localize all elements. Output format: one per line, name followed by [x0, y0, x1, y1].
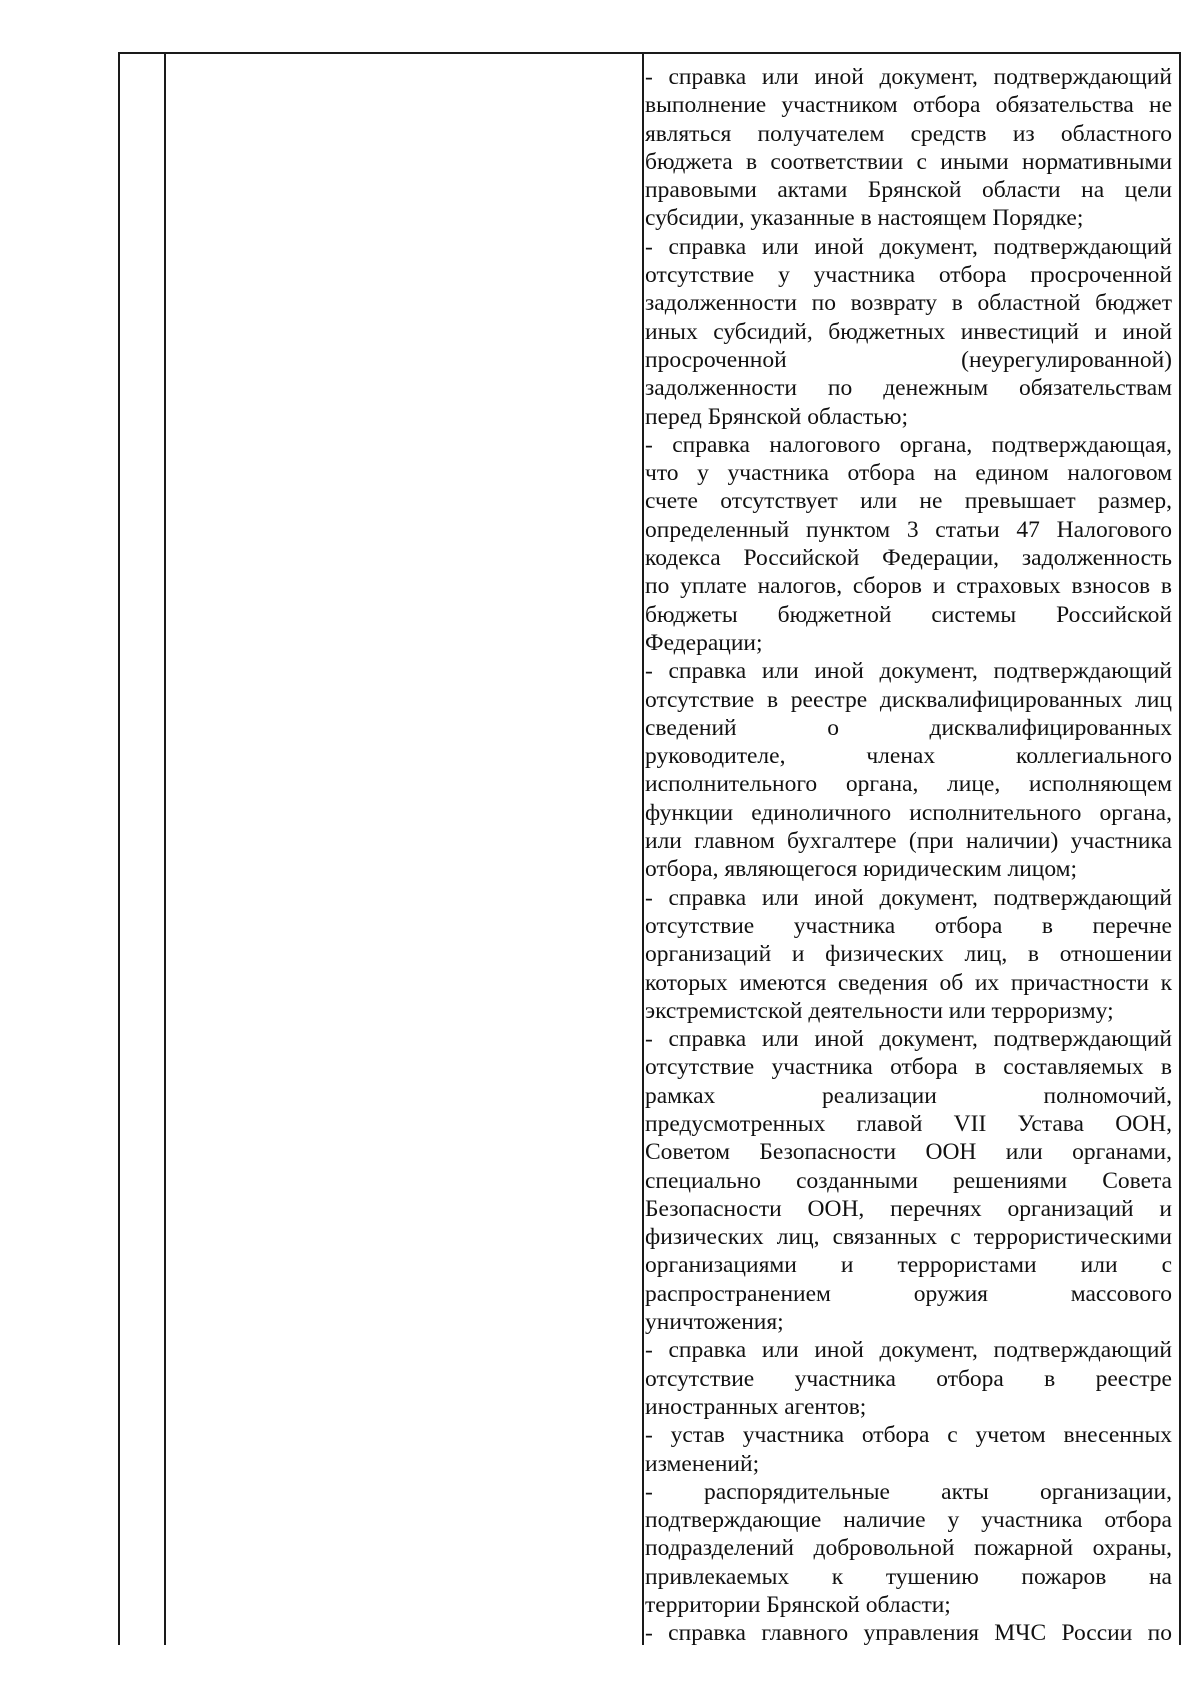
text-line: - справка или иной документ, подтверждающий	[645, 64, 1172, 90]
text-line: организаций и физических лиц, в отношении	[645, 941, 1172, 968]
text-line: организациями и террористами или с	[645, 1252, 1172, 1279]
text-line: отсутствие участника отбора в реестре	[645, 1365, 1172, 1392]
text-line: - справка или иной документ, подтверждающий	[645, 884, 1172, 911]
text-line: просроченной (неурегулированной)	[645, 346, 1172, 373]
text-line: изменений;	[645, 1450, 760, 1477]
text-line: перед Брянской областью;	[645, 403, 908, 430]
text-line: распространением оружия массового	[645, 1280, 1172, 1307]
text-line: рамках реализации полномочий,	[645, 1082, 1172, 1109]
text-line: являться получателем средств из областного	[645, 120, 1172, 147]
text-line: отсутствие участника отбора в перечне	[645, 912, 1172, 939]
text-line: подразделений добровольной пожарной охраны,	[645, 1535, 1172, 1562]
text-line: руководителе, членах коллегиального	[645, 743, 1172, 770]
text-line: - справка или иной документ, подтверждающий	[645, 1337, 1172, 1364]
table-column-divider-2	[642, 54, 644, 1645]
text-line: счете отсутствует или не превышает размер,	[645, 488, 1172, 515]
text-line: уничтожения;	[645, 1309, 784, 1336]
text-line: подтверждающие наличие у участника отбора	[645, 1507, 1172, 1534]
text-line: привлекаемых к тушению пожаров на	[645, 1563, 1172, 1590]
text-line: выполнение участником отбора обязательства не	[645, 92, 1172, 119]
text-line: предусмотренных главой VII Устава ООН,	[645, 1110, 1172, 1137]
table-cell-requirements-text	[645, 63, 1172, 1648]
text-line: Советом Безопасности ООН или органами,	[645, 1139, 1172, 1166]
text-line: отсутствие у участника отбора просроченной	[645, 262, 1172, 289]
text-line: бюджета в соответствии с иными нормативными	[645, 148, 1172, 175]
text-line: что у участника отбора на едином налоговом	[645, 460, 1172, 487]
text-line: исполнительного органа, лице, исполняющем	[645, 771, 1172, 798]
text-line: отбора, являющегося юридическим лицом;	[645, 856, 1078, 883]
text-line: субсидии, указанные в настоящем Порядке;	[645, 205, 1084, 232]
text-line: отсутствие участника отбора в составляемых в	[645, 1054, 1172, 1081]
table-column-divider-1	[164, 54, 166, 1645]
text-line: или главном бухгалтере (при наличии) участника	[645, 828, 1172, 855]
text-line: иных субсидий, бюджетных инвестиций и иной	[645, 318, 1172, 345]
text-line: экстремистской деятельности или терроризму;	[645, 997, 1114, 1024]
text-line: определенный пунктом 3 статьи 47 Налогового	[645, 516, 1172, 543]
text-line: территории Брянской области;	[645, 1592, 951, 1619]
text-line: - справка или иной документ, подтверждающий	[645, 658, 1172, 685]
text-line: отсутствие в реестре дисквалифицированных лиц	[645, 686, 1172, 713]
text-line: задолженности по возврату в областной бюджет	[645, 290, 1172, 317]
text-line: которых имеются сведения об их причастности к	[645, 969, 1172, 996]
text-line: бюджеты бюджетной системы Российской	[645, 601, 1172, 628]
text-line: иностранных агентов;	[645, 1393, 867, 1420]
text-line: сведений о дисквалифицированных	[645, 714, 1172, 741]
text-line: специально созданными решениями Совета	[645, 1167, 1172, 1194]
text-line: - справка или иной документ, подтверждающий	[645, 233, 1172, 260]
text-line: Безопасности ООН, перечнях организаций и	[645, 1195, 1172, 1222]
text-line: - справка налогового органа, подтверждающая,	[645, 431, 1172, 458]
text-line: - справка главного управления МЧС России по	[645, 1620, 1172, 1647]
text-line: функции единоличного исполнительного органа,	[645, 799, 1172, 826]
text-line: правовыми актами Брянской области на цели	[645, 177, 1172, 204]
text-line: физических лиц, связанных с террористическими	[645, 1224, 1172, 1251]
text-line: кодекса Российской Федерации, задолженность	[645, 545, 1172, 572]
text-line: задолженности по денежным обязательствам	[645, 375, 1172, 402]
text-line: по уплате налогов, сборов и страховых взносов в	[645, 573, 1172, 600]
text-line: - справка или иной документ, подтверждающий	[645, 1026, 1172, 1053]
text-line: Федерации;	[645, 629, 763, 656]
text-line: - распорядительные акты организации,	[645, 1478, 1172, 1505]
text-line: - устав участника отбора с учетом внесенных	[645, 1422, 1172, 1449]
